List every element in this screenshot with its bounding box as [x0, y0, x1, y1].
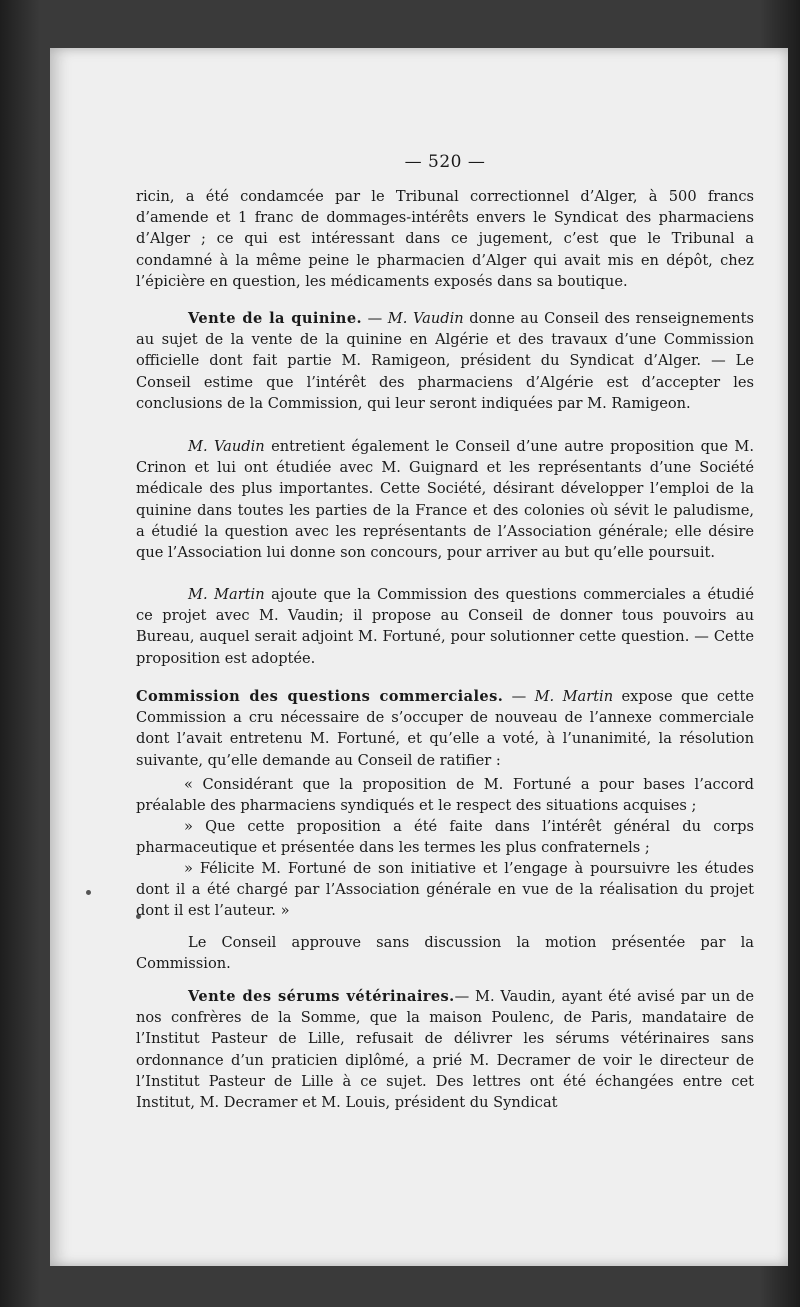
- dash: —: [503, 688, 535, 705]
- paragraph-body: donne au Conseil des renseignements au sujet de la vente de la quinine en Algérie et des travaux d’une Commission officielle dont fait partie M. Ramigeon, président du Syndicat d’Alger. — Le Conseil estime que l’intérêt des pharmaciens d’Algérie est d’accepter les conclusions de la Commission, qui leur seront indiquées par M. Ramigeon.: [136, 310, 754, 412]
- paragraph-serums: [136, 986, 754, 1113]
- paragraph-vaudin-proposition: [136, 436, 754, 563]
- ink-speck: [86, 890, 91, 895]
- speaker-name: M. Vaudin: [387, 310, 464, 327]
- speaker-name: M. Martin: [534, 688, 614, 705]
- quote-considerant: « Considérant que la proposition de M. Fortuné a pour bases l’accord préalable des pharmaciens syndiqués et le respect des situations acquises ;: [136, 776, 754, 815]
- quote-felicite: » Félicite M. Fortuné de son initiative et l’engage à poursuivre les études dont il a été chargé par l’Association générale en vue de la réalisation du projet dont il est l’auteur. »: [136, 860, 754, 920]
- paragraph-body: ajoute que la Commission des questions commerciales a étudié ce projet avec M. Vaudin; il propose au Conseil de donner tous pouvoirs au Bureau, auquel serait adjoint M. Fortuné, pour solutionner cette question. — Cette proposition est adoptée.: [136, 586, 754, 667]
- paragraph-martin-ajoute: [136, 584, 754, 669]
- page-number: — 520 —: [404, 152, 486, 172]
- dash: —: [362, 310, 388, 327]
- paragraph-body: expose que cette Commission a cru nécessaire de s’occuper de nouveau de l’annexe commerciale dont l’avait entretenu M. Fortuné, et qu’elle a voté, à l’unanimité, la résolution suivante, qu’elle demande au Conseil de ratifier :: [136, 688, 755, 769]
- paragraph-condamnation: ricin, a été condamcée par le Tribunal correctionnel d’Alger, à 500 francs d’amende et 1 franc de dommages-intérêts envers le Syndicat des pharmaciens d’Alger ; ce qui est intéressant dans ce jugement, c’est que le Tribunal a condamné à la même peine le pharmacien d’Alger qui avait mis en dépôt, chez l’épicière en question, les médicaments exposés dans sa boutique.: [136, 188, 754, 290]
- quote-proposition: » Que cette proposition a été faite dans l’intérêt général du corps pharmaceutique et présentée dans les termes les plus confraternels ;: [136, 818, 754, 857]
- section-heading: Commission des questions commerciales.: [136, 688, 504, 705]
- section-heading: Vente des sérums vétérinaires.: [188, 988, 455, 1005]
- paragraph-vente-quinine: [136, 308, 754, 414]
- paragraph-body: entretient également le Conseil d’une autre proposition que M. Crinon et lui ont étudiée avec M. Guignard et les représentants d’une Société médicale des plus importantes. Cette Société, désirant développer l’emploi de la quinine dans toutes les parties de la France et des colonies où sévit le paludisme, a étudié la question avec les représentants de l’Association générale; elle désire que l’Association lui donne son concours, pour arriver au but qu’elle poursuit.: [136, 438, 755, 562]
- speaker-name: M. Martin: [188, 586, 265, 603]
- dash: —: [454, 988, 476, 1005]
- paragraph-body: M. Vaudin, ayant été avisé par un de nos confrères de la Somme, que la maison Poulenc, de Paris, mandataire de l’Institut Pasteur de Lille, refusait de délivrer les sérums vétérinaires sans ordonnance d’un praticien diplômé, a prié M. Decramer de voir le directeur de l’Institut Pasteur de Lille à ce sujet. Des lettres ont été échangées entre cet Institut, M. Decramer et M. Louis, président du Syndicat: [136, 988, 754, 1112]
- speaker-name: M. Vaudin: [188, 438, 265, 455]
- section-heading: Vente de la quinine.: [188, 310, 362, 327]
- paragraph-approbation: Le Conseil approuve sans discussion la motion présentée par la Commission.: [136, 934, 754, 973]
- paragraph-commission: [136, 686, 754, 771]
